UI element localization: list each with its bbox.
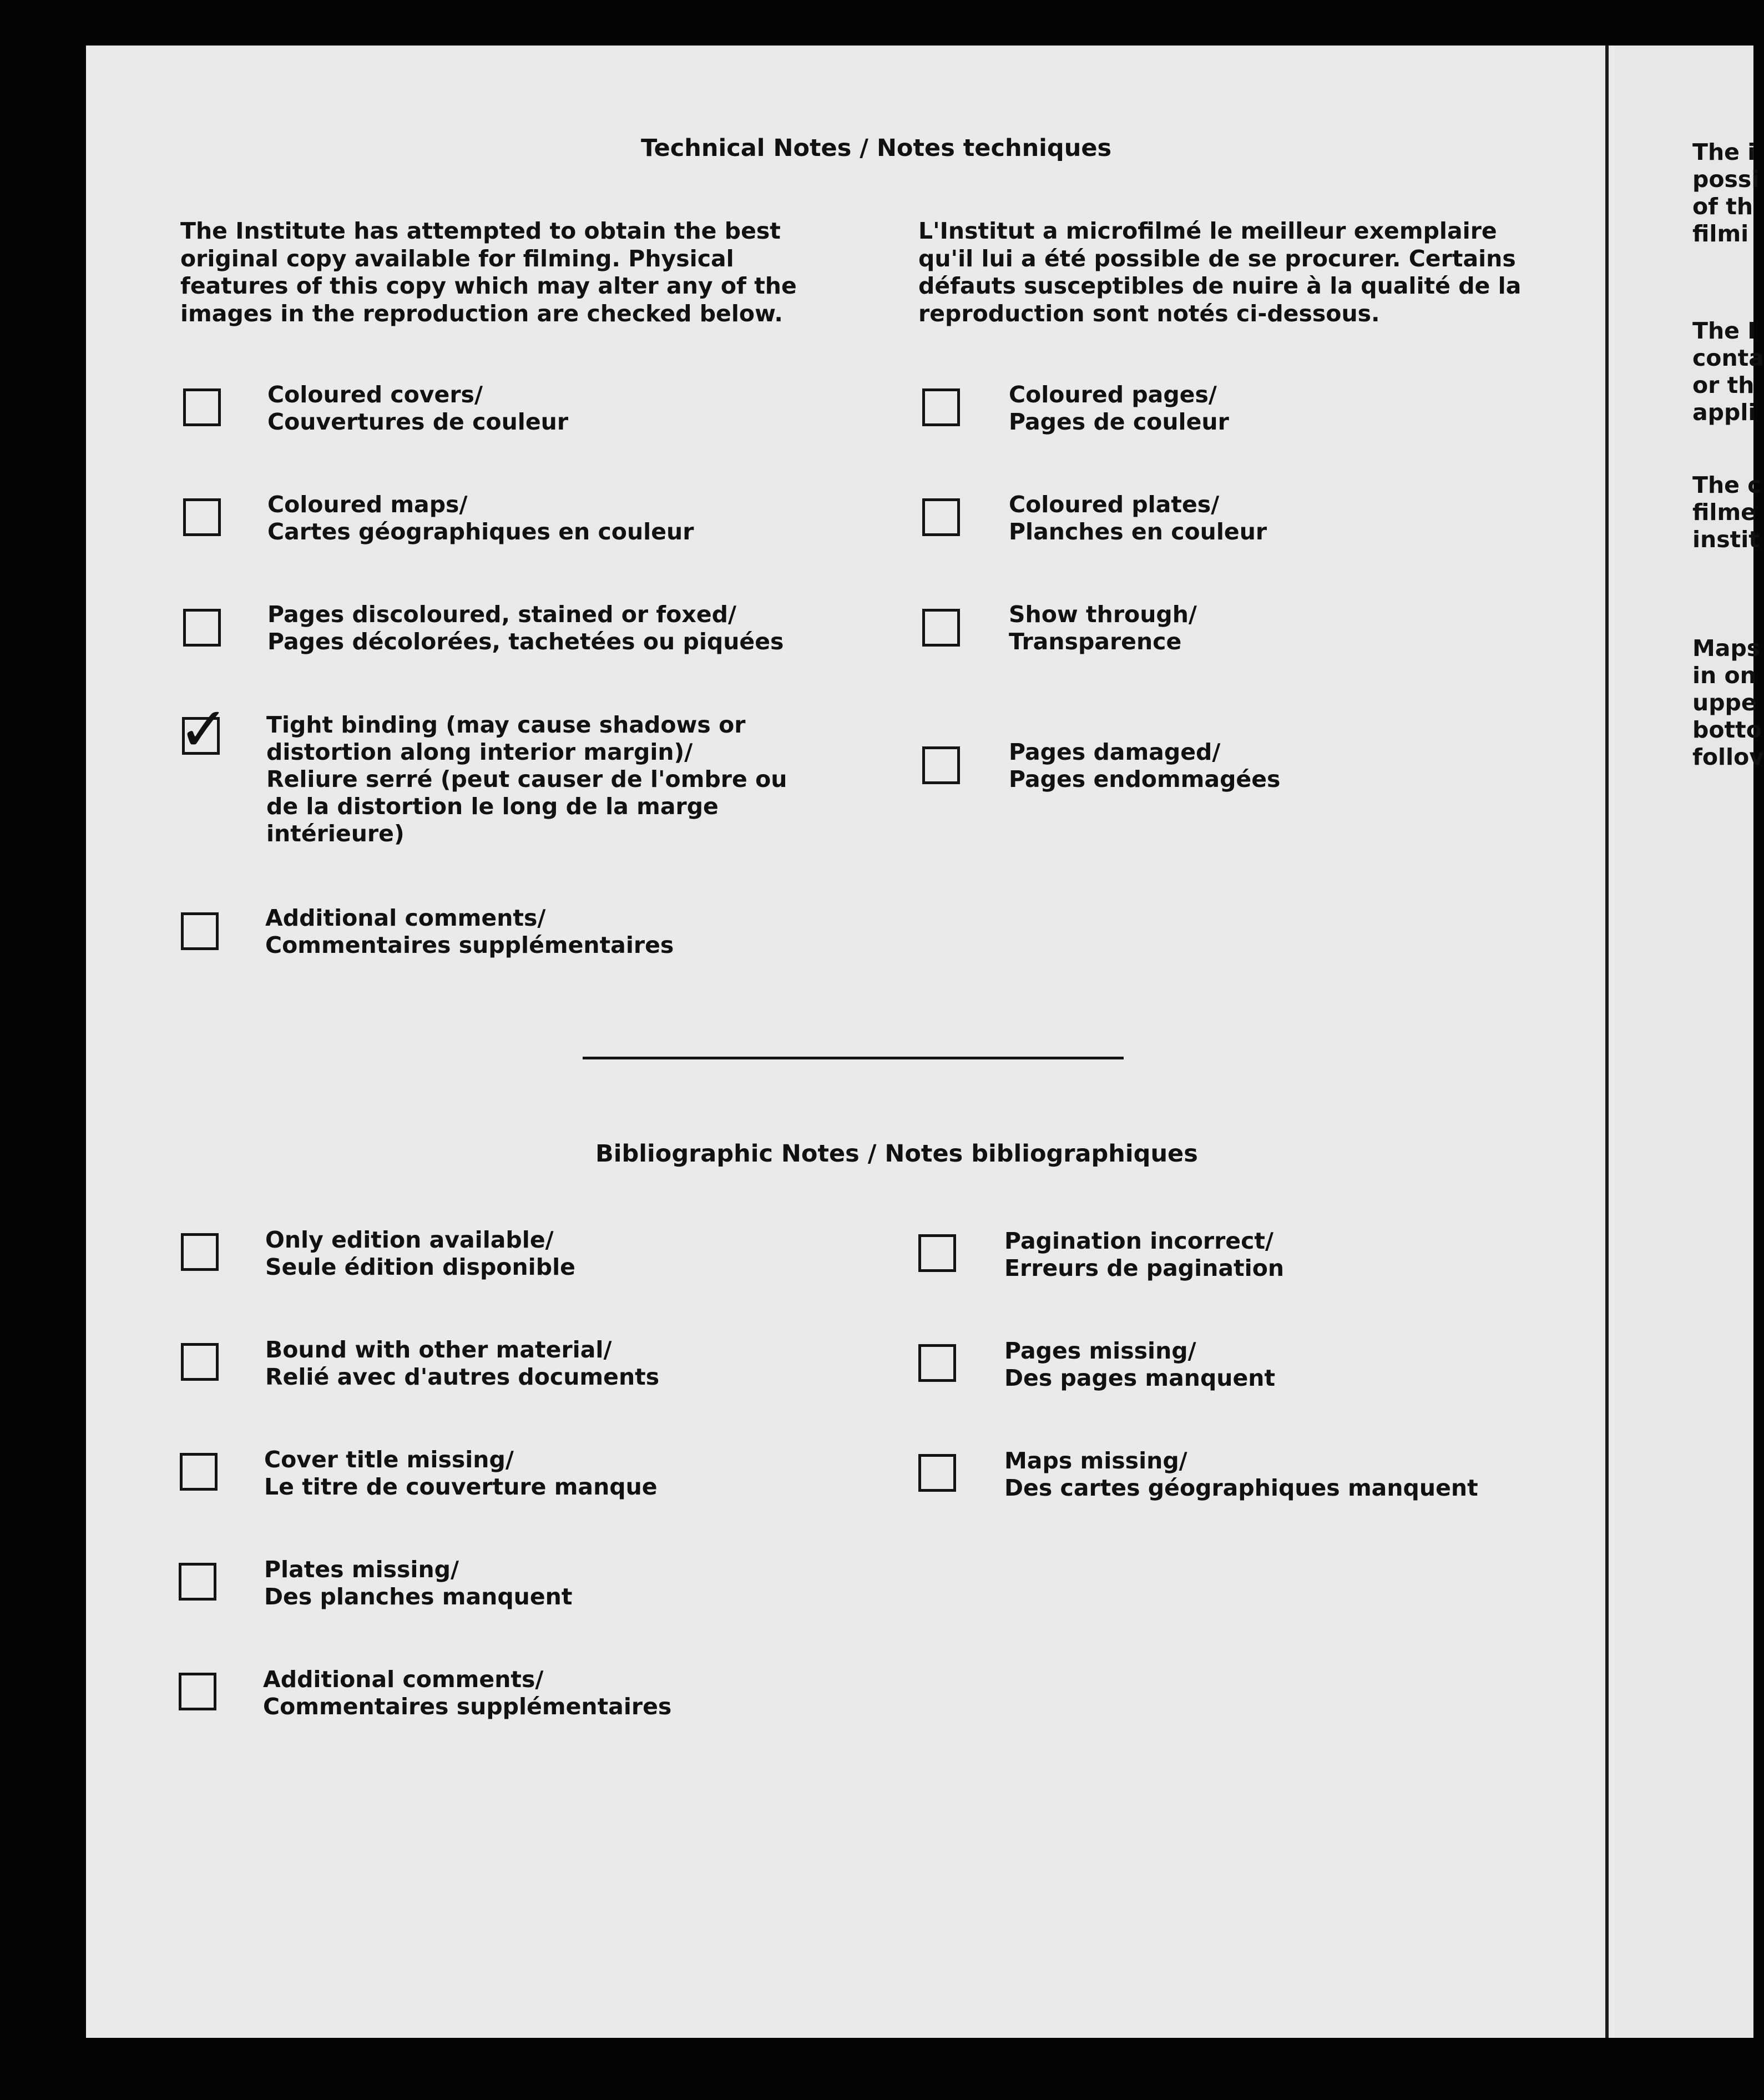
label-cover-title-missing: Cover title missing/ Le titre de couverture manque xyxy=(264,1446,658,1500)
checkbox-show-through[interactable] xyxy=(922,609,960,647)
label-only-edition: Only edition available/ Seule édition disponible xyxy=(265,1226,575,1280)
bibliographic-notes-heading: Bibliographic Notes / Notes bibliographiques xyxy=(595,1140,1198,1168)
label-plates-missing: Plates missing/ Des planches manquent xyxy=(264,1556,573,1610)
technical-notes-heading: Technical Notes / Notes techniques xyxy=(641,134,1112,162)
label-coloured-pages: Coloured pages/ Pages de couleur xyxy=(1009,381,1229,435)
fragment-block-3: The c filme instit xyxy=(1692,472,1761,553)
label-bound-with: Bound with other material/ Relié avec d'autres documents xyxy=(265,1336,660,1390)
checkbox-pagination-incorrect[interactable] xyxy=(918,1234,956,1272)
checkbox-maps-missing[interactable] xyxy=(918,1454,956,1492)
technical-intro-en: The Institute has attempted to obtain the best original copy available for filming. Physical features of this copy which may alter any of the images in the reproduction are checked below. xyxy=(180,218,797,327)
label-additional-comments-tech: Additional comments/ Commentaires supplémentaires xyxy=(265,905,674,958)
label-coloured-covers: Coloured covers/ Couvertures de couleur xyxy=(267,381,569,435)
section-divider xyxy=(583,1057,1124,1059)
checkbox-tight-binding[interactable] xyxy=(178,694,230,765)
checkmark-icon: ✓ xyxy=(178,694,230,765)
checkbox-coloured-maps[interactable] xyxy=(183,498,221,536)
label-coloured-maps: Coloured maps/ Cartes géographiques en couleur xyxy=(267,491,694,545)
label-coloured-plates: Coloured plates/ Planches en couleur xyxy=(1009,491,1267,545)
checkbox-additional-comments-tech[interactable] xyxy=(181,912,219,950)
fragment-block-4: Maps in on uppe botto follov xyxy=(1692,635,1764,770)
checkbox-cover-title-missing[interactable] xyxy=(180,1453,218,1491)
label-pages-damaged: Pages damaged/ Pages endommagées xyxy=(1009,739,1281,792)
checkbox-plates-missing[interactable] xyxy=(179,1563,216,1601)
label-additional-comments-biblio: Additional comments/ Commentaires supplémentaires xyxy=(263,1666,672,1720)
checkbox-additional-comments-biblio[interactable] xyxy=(179,1673,216,1710)
left-page xyxy=(86,46,1615,2038)
right-page-text-fragments xyxy=(1692,139,1764,805)
checkbox-only-edition[interactable] xyxy=(181,1233,219,1271)
page-fold xyxy=(1605,46,1609,2038)
label-maps-missing: Maps missing/ Des cartes géographiques manquent xyxy=(1004,1447,1478,1501)
label-show-through: Show through/ Transparence xyxy=(1009,601,1197,655)
label-pages-discoloured: Pages discoloured, stained or foxed/ Pages décolorées, tachetées ou piquées xyxy=(267,601,784,655)
checkbox-pages-damaged[interactable] xyxy=(922,746,960,784)
label-tight-binding: Tight binding (may cause shadows or distortion along interior margin)/ Reliure serré (peut causer de l'ombre ou de la distortion le long de la marge intérieure) xyxy=(266,711,787,847)
checkbox-bound-with[interactable] xyxy=(181,1343,219,1381)
checkbox-coloured-plates[interactable] xyxy=(922,498,960,536)
checkbox-coloured-covers[interactable] xyxy=(183,388,221,426)
fragment-block-1: The i possi of th filmi xyxy=(1692,139,1760,247)
technical-intro-fr: L'Institut a microfilmé le meilleur exemplaire qu'il lui a été possible de se procurer. Certains défauts susceptibles de nuire à la qualité de la reproduction sont notés ci-dessous. xyxy=(918,218,1522,327)
label-pagination-incorrect: Pagination incorrect/ Erreurs de pagination xyxy=(1004,1228,1285,1281)
checkbox-pages-discoloured[interactable] xyxy=(183,609,221,647)
label-pages-missing: Pages missing/ Des pages manquent xyxy=(1004,1337,1276,1391)
checkbox-pages-missing[interactable] xyxy=(918,1344,956,1382)
fragment-block-2: The I conta or th appli xyxy=(1692,317,1764,426)
checkbox-coloured-pages[interactable] xyxy=(922,388,960,426)
